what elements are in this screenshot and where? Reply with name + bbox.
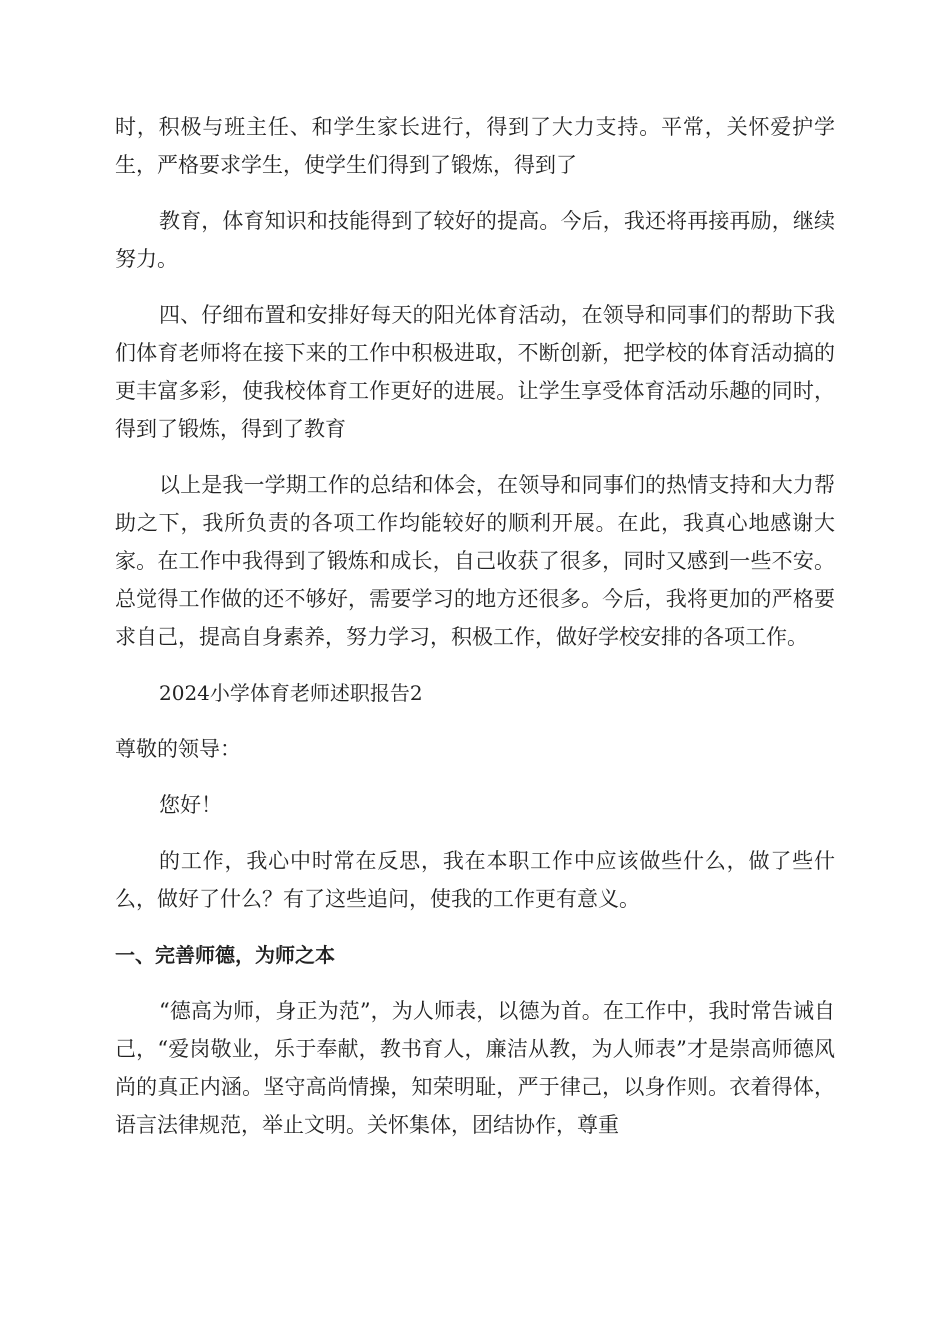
paragraph-reflection: 的工作，我心中时常在反思，我在本职工作中应该做些什么，做了些什么，做好了什么？有了这些追问，使我的工作更有意义。: [115, 849, 835, 911]
greeting: 您好！: [159, 793, 222, 817]
paragraph-summary: 以上是我一学期工作的总结和体会，在领导和同事们的热情支持和大力帮助之下，我所负责的各项工作均能较好的顺利开展。在此，我真心地感谢大家。在工作中我得到了锻炼和成长，自己收获了很多，同时又感到一些不安。总觉得工作做的还不够好，需要学习的地方还很多。今后，我将更加的严格要求自己，提高自身素养，努力学习，积极工作，做好学校安排的各项工作。: [115, 473, 835, 649]
paragraph-continuation: 时，积极与班主任、和学生家长进行，得到了大力支持。平常，关怀爱护学生，严格要求学生，使学生们得到了锻炼，得到了: [115, 115, 835, 177]
report-title: 2024小学体育老师述职报告2: [159, 681, 423, 705]
salutation: 尊敬的领导：: [115, 737, 241, 761]
paragraph-education: 教育，体育知识和技能得到了较好的提高。今后，我还将再接再励，继续努力。: [115, 209, 835, 271]
paragraph-section-four: 四、仔细布置和安排好每天的阳光体育活动，在领导和同事们的帮助下我们体育老师将在接下来的工作中积极进取，不断创新，把学校的体育活动搞的更丰富多彩，使我校体育工作更好的进展。让学生享受体育活动乐趣的同时，得到了锻炼，得到了教育: [115, 303, 835, 441]
section-heading: 一、完善师德，为师之本: [115, 943, 335, 967]
paragraph-ethics: “德高为师，身正为范”，为人师表，以德为首。在工作中，我时常告诫自己，“爱岗敬业，乐于奉献，教书育人，廉洁从教，为人师表”才是崇高师德风尚的真正内涵。坚守高尚情操，知荣明耻，严于律己，以身作则。衣着得体，语言法律规范，举止文明。关怀集体，团结协作，尊重: [115, 999, 835, 1137]
document-body: [115, 108, 835, 1162]
